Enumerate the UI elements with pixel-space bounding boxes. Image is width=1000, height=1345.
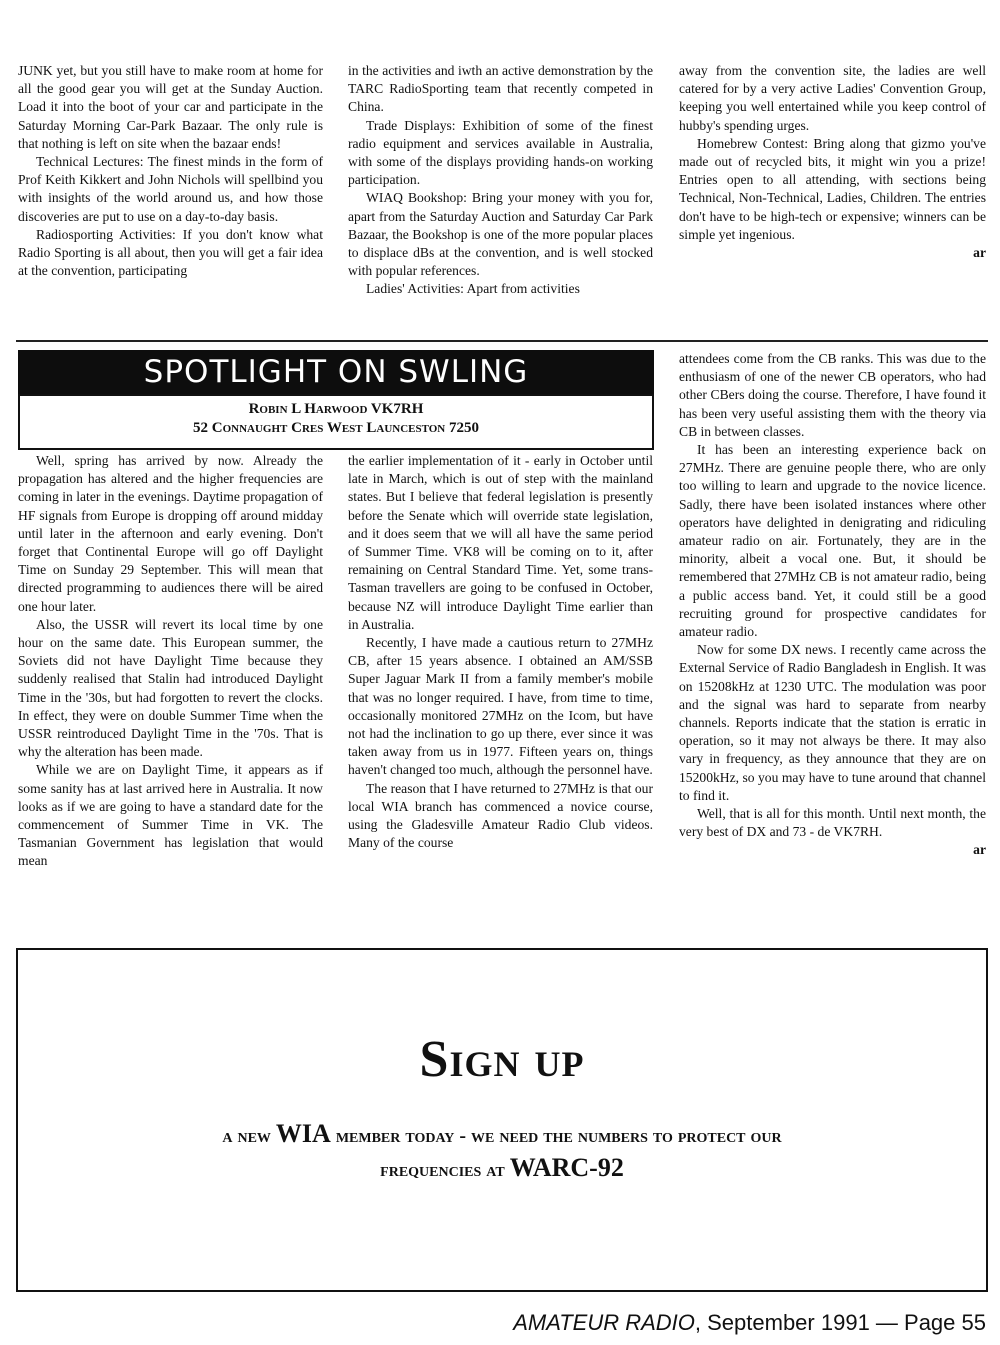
paragraph: the earlier implementation of it - early in October until late in March, which is out of step with the mainland states. But I believe that federal legislation is presently before the Senate which will override state legislation, and it does seem that we will all have the same period of Summer Time. VK8 will be coming on to it, after remaining on Central Standard Time. Yet, some trans-Tasman travellers are going to be confused in October, because NZ will introduce Daylight Time earlier than in Australia.	[348, 453, 653, 632]
signoff: ar	[973, 245, 986, 261]
page-footer	[513, 1310, 986, 1336]
paragraph: in the activities and iwth an active demonstration by the TARC RadioSporting team that recently competed in China.	[348, 63, 653, 115]
article-column-2	[348, 452, 653, 852]
paragraph: away from the convention site, the ladies are well catered for by a very active Ladies' Convention Group, keeping you well entertained while you keep control of hubby's spending urges.	[679, 63, 986, 133]
paragraph: Also, the USSR will revert its local time by one hour on the same date. This European summer, the Soviets did not have Daylight Time because they suddenly realised that Stalin had introduced Daylight Time in the '30s, but had forgotten to revert the clocks. In effect, they were on double Summer Time when the USSR reintroduced Daylight Time in the '70s. That is why the alteration has been made.	[18, 616, 323, 760]
paragraph: Ladies' Activities: Apart from activities	[366, 281, 580, 297]
paragraph: Well, that is all for this month. Until next month, the very best of DX and 73 - de VK7RH.	[679, 806, 986, 840]
paragraph: While we are on Daylight Time, it appears as if some sanity has at last arrived here in Australia. It now looks as if we are going to have a standard date for the commencement of Summer Time in VK. The Tasmanian Government has legislation that would mean	[18, 762, 323, 869]
ad-headline: Sign up	[419, 1031, 585, 1088]
paragraph: Trade Displays: Exhibition of some of the finest radio equipment and services available in Australia, with some of the displays providing hands-on working participation.	[348, 117, 653, 188]
top-column-3	[679, 62, 986, 262]
top-column-1	[18, 62, 323, 280]
paragraph: Homebrew Contest: Bring along that gizmo you've made out of recycled bits, it might win you a prize! Entries open to all attending, with sections being Technical, Non-Technical, Ladies, Children. The entries don't have to be high-tech or expensive; winners can be simple yet ingenious.	[679, 135, 986, 242]
signoff: ar	[973, 842, 986, 858]
article-column-3	[679, 350, 986, 860]
paragraph: WIAQ Bookshop: Bring your money with you for, apart from the Saturday Auction and Saturday Car Park Bazaar, the Bookshop is one of the more popular places to displace dBs at the convention, and is well stocked with popular references.	[348, 190, 653, 279]
byline-box	[18, 394, 654, 450]
magazine-name: AMATEUR RADIO	[513, 1310, 695, 1335]
ad-line-2	[78, 1152, 926, 1186]
paragraph: Well, spring has arrived by now. Already the propagation has altered and the higher frequencies are coming in later in the evenings. Daytime propagation of HF signals from Europe is dropping off around midday until later in the afternoon and early evening. Don't forget that Continental Europe will go off Daylight Time on Sunday 29 September. This will mean that directed programming to audiences there will be aired one hour later.	[18, 453, 323, 614]
paragraph: attendees come from the CB ranks. This was due to the enthusiasm of one of the newer CB operators, who had other CBers doing the course. Therefore, I have found it has been very useful assisting them with the theory via CB in between classes.	[679, 351, 986, 439]
ad-warc: WARC-92	[509, 1153, 624, 1182]
ad-line-1-post: member today - we need the numbers to protect our	[330, 1125, 782, 1147]
paragraph: It has been an interesting experience back on 27MHz. There are genuine people there, who are only too willing to learn and upgrade to the novice licence. Sadly, there have been isolated instances where other operators have delighted in denigrating and ridiculing amateur radio on air. Fortunately, they are in the minority, albeit a vocal one. But, it should be remembered that 27MHz CB is not amateur radio, being a public access band. Yet, it could still be a good recruiting ground for prospective candidates for amateur radio.	[679, 442, 986, 640]
paragraph: Now for some DX news. I recently came across the External Service of Radio Bangladesh in English. It was on 15208kHz at 1230 UTC. The modulation was poor and the signal was hard to separate from nearby channels. Reports indicate that the station is erratic in operation, so it may not always be there. It may also vary in frequency, as they announce that they are on 15200kHz, so you may have to tune around that channel to find it.	[679, 642, 986, 803]
author-address: 52 Connaught Cres West Launceston 7250	[193, 420, 479, 436]
paragraph: Radiosporting Activities: If you don't know what Radio Sporting is all about, then you will get a fair idea at the convention, participating	[18, 226, 323, 279]
paragraph: The reason that I have returned to 27MHz is that our local WIA branch has commenced a novice course, using the Gladesville Amateur Radio Club videos. Many of the course	[348, 780, 653, 851]
paragraph: JUNK yet, but you still have to make room at home for all the good gear you will get at the Sunday Auction. Load it into the boot of your car and participate in the Saturday Morning Car-Park Bazaar. The only rule is that nothing is left on site when the bazaar ends!	[18, 63, 323, 151]
ad-line-2-pre: frequencies at	[380, 1159, 510, 1181]
section-divider	[16, 340, 988, 342]
ad-wia: WIA	[275, 1119, 331, 1148]
issue-date-page: , September 1991 — Page 55	[694, 1310, 986, 1335]
ad-subtext	[78, 1118, 926, 1186]
article-column-1	[18, 452, 323, 871]
column-title: SPOTLIGHT ON SWLING	[18, 350, 654, 394]
top-column-2	[348, 62, 653, 299]
signup-advertisement	[16, 948, 988, 1292]
paragraph: Recently, I have made a cautious return to 27MHz CB, after 15 years absence. I obtained an AM/SSB Super Jaguar Mark II from a family member's mobile that was no longer required. I have, from time to time, occasionally monitored 27MHz on the Icom, but have not had the inclination to go up there, ever since it was taken away from us in 1977. Fifteen years on, things haven't changed too much, although the personnel have.	[348, 635, 653, 778]
author-name: Robin L Harwood VK7RH	[248, 401, 424, 417]
ad-line-1-pre: a new	[222, 1125, 276, 1147]
paragraph: Technical Lectures: The finest minds in the form of Prof Keith Kikkert and John Nichols will spellbind you with insights of the world around us, and how those discoveries are put to use on a day-to-day basis.	[18, 154, 323, 224]
ad-line-1	[78, 1118, 926, 1152]
